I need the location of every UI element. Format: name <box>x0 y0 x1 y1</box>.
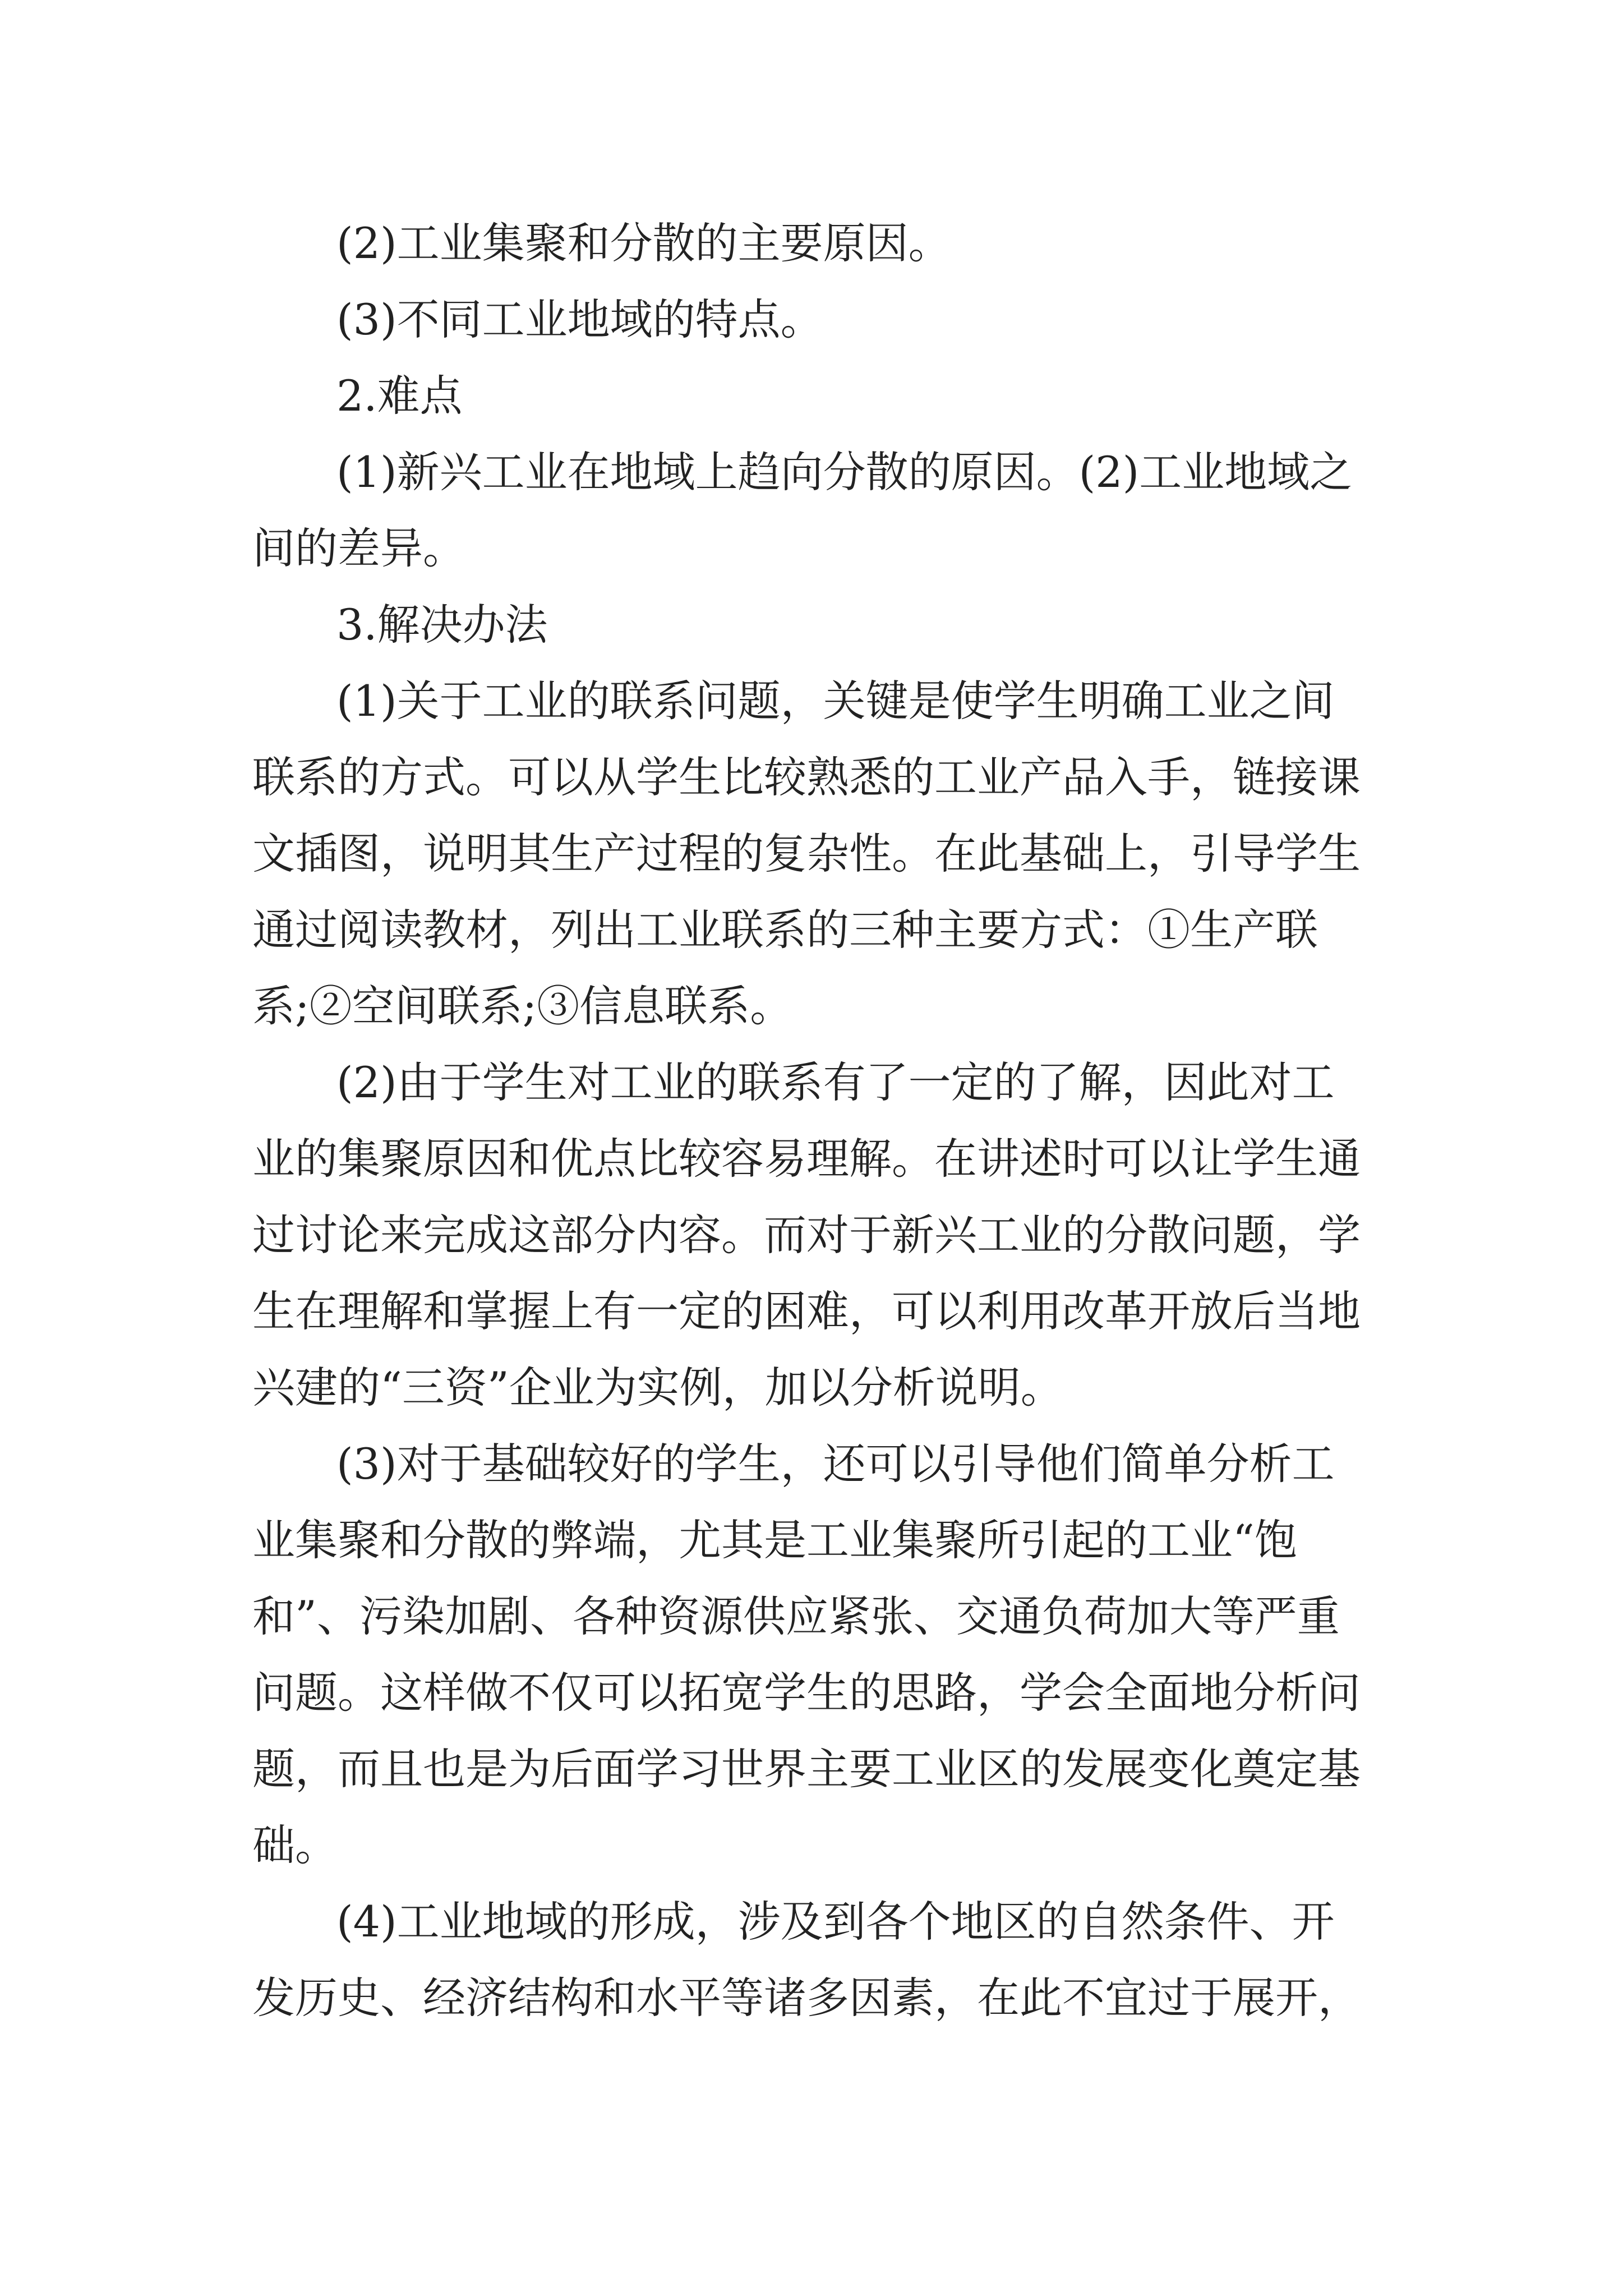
paragraph <box>252 1426 1402 1884</box>
text-line: 兴建的“三资”企业为实例，加以分析说明。 <box>252 1363 1063 1412</box>
paragraph <box>252 663 1402 1045</box>
text-line: 过讨论来完成这部分内容。而对于新兴工业的分散问题，学 <box>252 1210 1361 1260</box>
text-line: (2)由于学生对工业的联系有了一定的了解，因此对工 <box>336 1057 1335 1107</box>
section-heading <box>252 587 1402 663</box>
document-body <box>252 205 1402 2036</box>
text-line: 3.解决办法 <box>336 600 548 650</box>
paragraph <box>252 1045 1402 1426</box>
text-line: (3)对于基础较好的学生，还可以引导他们简单分析工 <box>336 1439 1335 1489</box>
text-line: 题，而且也是为后面学习世界主要工业区的发展变化奠定基 <box>252 1744 1361 1794</box>
text-line: (2)工业集聚和分散的主要原因。 <box>336 218 951 268</box>
paragraph <box>252 434 1402 587</box>
text-line: 和”、污染加剧、各种资源供应紧张、交通负荷加大等严重 <box>252 1591 1340 1641</box>
text-line: 通过阅读教材，列出工业联系的三种主要方式：①生产联 <box>252 905 1318 955</box>
text-line: (4)工业地域的形成，涉及到各个地区的自然条件、开 <box>336 1897 1335 1947</box>
text-line: 础。 <box>252 1820 338 1870</box>
text-line: 2.难点 <box>336 371 463 421</box>
section-heading <box>252 358 1402 434</box>
paragraph <box>252 205 1402 282</box>
text-line: 间的差异。 <box>252 523 465 573</box>
text-line: 问题。这样做不仅可以拓宽学生的思路，学会全面地分析问 <box>252 1668 1361 1718</box>
text-line: 文插图，说明其生产过程的复杂性。在此基础上，引导学生 <box>252 829 1361 878</box>
paragraph <box>252 282 1402 358</box>
paragraph <box>252 1884 1402 2036</box>
text-line: 业的集聚原因和优点比较容易理解。在讲述时可以让学生通 <box>252 1134 1361 1184</box>
text-line: 生在理解和掌握上有一定的困难，可以利用改革开放后当地 <box>252 1286 1361 1336</box>
text-line: 系;②空间联系;③信息联系。 <box>252 981 793 1031</box>
text-line: 联系的方式。可以从学生比较熟悉的工业产品入手，链接课 <box>252 752 1361 802</box>
text-line: (3)不同工业地域的特点。 <box>336 295 823 344</box>
text-line: (1)关于工业的联系问题，关键是使学生明确工业之间 <box>336 676 1335 726</box>
text-line: 发历史、经济结构和水平等诸多因素，在此不宜过于展开， <box>252 1973 1361 2023</box>
text-line: 业集聚和分散的弊端，尤其是工业集聚所引起的工业“饱 <box>252 1515 1297 1565</box>
text-line: (1)新兴工业在地域上趋向分散的原因。(2)工业地域之 <box>336 447 1353 497</box>
